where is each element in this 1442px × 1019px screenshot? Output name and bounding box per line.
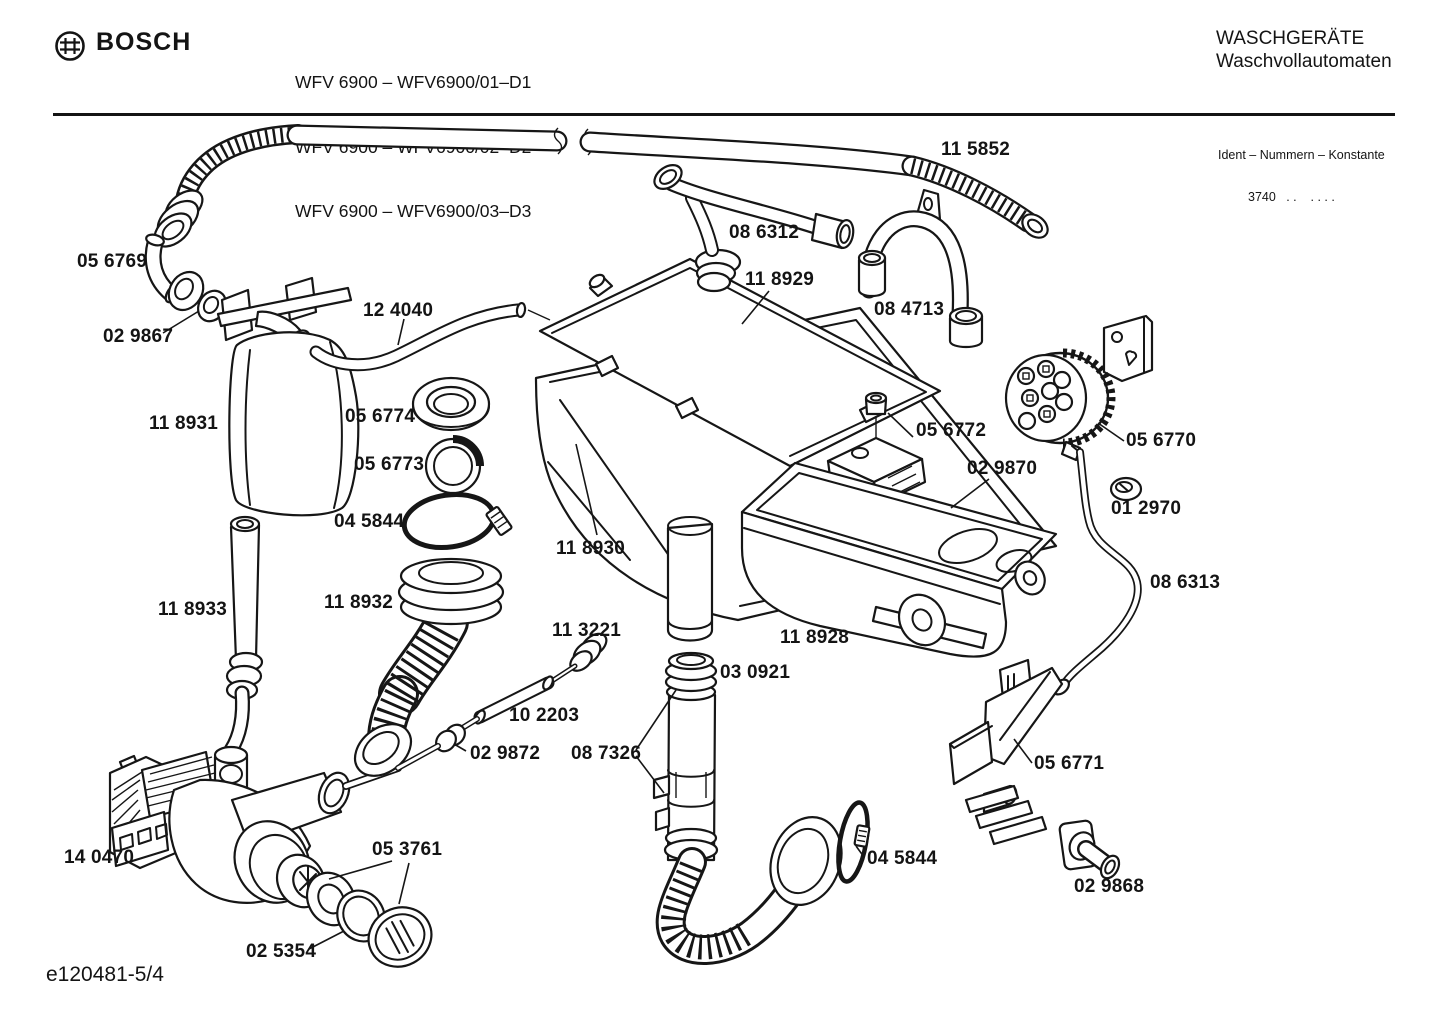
- part-label-05-6772: 05 6772: [916, 420, 987, 441]
- category-subtitle: Waschvollautomaten: [1216, 50, 1392, 72]
- part-label-10-2203: 10 2203: [509, 705, 580, 726]
- part-label-02-9868: 02 9868: [1074, 876, 1145, 897]
- part-label-02-9870: 02 9870: [967, 458, 1038, 479]
- part-label-08-7326: 08 7326: [571, 743, 642, 764]
- drawing-hose-guide-084713: [859, 190, 982, 347]
- part-label-05-3761: 05 3761: [372, 839, 443, 860]
- part-label-12-4040: 12 4040: [363, 300, 434, 321]
- part-label-02-9867: 02 9867: [103, 326, 174, 347]
- part-label-05-6769: 05 6769: [77, 251, 148, 272]
- part-label-03-0921: 03 0921: [720, 662, 791, 683]
- drawing-nozzle-029868: [1059, 820, 1123, 881]
- part-label-11-8929: 11 8929: [745, 269, 815, 290]
- drawing-drain-hose-115852: [148, 128, 1052, 253]
- ident-label: Ident – Nummern – Konstante: [1218, 148, 1385, 162]
- drawing-seal-056774: [413, 378, 489, 430]
- part-label-11-3221: 11 3221: [552, 620, 622, 641]
- drawing-ring-056773: [426, 439, 480, 493]
- ident-value: 3740 . . . . . .: [1248, 190, 1335, 204]
- part-label-02-9872: 02 9872: [470, 743, 541, 764]
- part-label-05-6774: 05 6774: [345, 406, 416, 427]
- part-label-05-6771: 05 6771: [1034, 753, 1105, 774]
- drawing-tube-118933: [227, 517, 262, 750]
- category-title: WASCHGERÄTE: [1216, 28, 1365, 49]
- part-label-08-4713: 08 4713: [874, 299, 945, 320]
- part-label-08-6312: 08 6312: [729, 222, 800, 243]
- model-line: WFV 6900 – WFV6900/03–D3: [295, 201, 532, 221]
- model-line: WFV 6900 – WFV6900/01–D1: [295, 72, 532, 92]
- part-label-08-6313: 08 6313: [1150, 572, 1221, 593]
- part-label-05-6770: 05 6770: [1126, 430, 1197, 451]
- part-label-04-5844-upper: 04 5844: [334, 511, 405, 532]
- model-line: WFV 6900 – WFV6900/02–D2: [295, 136, 532, 157]
- part-label-11-8933: 11 8933: [158, 599, 228, 620]
- drawing-standpipe-087326: [654, 653, 717, 860]
- part-label-11-8930: 11 8930: [556, 538, 626, 559]
- part-label-11-8928: 11 8928: [780, 627, 850, 648]
- part-label-11-5852: 11 5852: [941, 139, 1011, 160]
- drawing-grommet-012970: [1111, 478, 1141, 500]
- part-label-11-8932: 11 8932: [324, 592, 394, 613]
- part-label-04-5844-lower: 04 5844: [867, 848, 938, 869]
- part-label-11-8931: 11 8931: [149, 413, 219, 434]
- part-label-01-2970: 01 2970: [1111, 498, 1182, 519]
- brand-name: BOSCH: [96, 28, 192, 56]
- part-label-02-5354: 02 5354: [246, 941, 317, 962]
- part-label-14-0470: 14 0470: [64, 847, 135, 868]
- drawing-bracket-056771: [950, 660, 1062, 844]
- part-label-05-6773: 05 6773: [354, 454, 425, 475]
- drawing-number: e120481-5/4: [46, 963, 164, 986]
- drawing-air-chamber-118931: [218, 278, 358, 515]
- drawing-clamp-045844-lower: [833, 800, 872, 883]
- drawing-clamp-045844-upper: [401, 489, 512, 553]
